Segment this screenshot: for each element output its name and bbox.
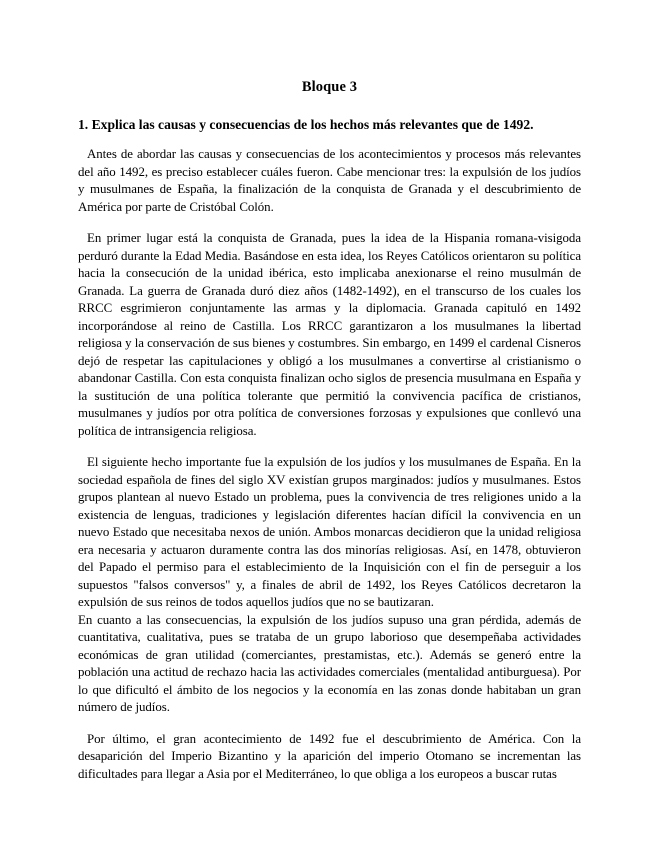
paragraph-granada: En primer lugar está la conquista de Granada, pues la idea de la Hispania romana-visigoda perduró durante la Edad Media. Basándose en esta idea, los Reyes Católicos orientaron su política hacia la consecución de la unidad ibérica, esto implicaba anexionarse el reino musulmán de Granada. La guerra de Granada duró diez años (1482-1492), en el transcurso de los cuales los RRCC esgrimieron conjuntamente las armas y la diplomacia. Granada capituló en 1492 incorporándose al reino de Castilla. Los RRCC garantizaron a los musulmanes la libertad religiosa y la conservación de sus bienes y costumbres. Sin embargo, en 1499 el cardenal Cisneros dejó de respetar las capitulaciones y obligó a los musulmanes a convertirse al cristianismo o abandonar Castilla. Con esta conquista finalizan ocho siglos de presencia musulmana en España y la sustitución de una política tolerante que permitió la convivencia pacífica de cristianos, musulmanes y judíos por otra política de conversiones forzosas y expulsiones que conllevó una política de intransigencia religiosa. [78, 231, 581, 438]
question-heading: 1. Explica las causas y consecuencias de los hechos más relevantes que de 1492. [78, 117, 534, 132]
paragraph-america: Por último, el gran acontecimiento de 1492 fue el descubrimiento de América. Con la desaparición del Imperio Bizantino y la aparición del imperio Otomano se incrementan las dificultades para llegar a Asia por el Mediterráneo, lo que obliga a los europeos a buscar rutas [78, 731, 581, 781]
paragraph-consequences: En cuanto a las consecuencias, la expulsión de los judíos supuso una gran pérdida, además de cuantitativa, cualitativa, pues se trataba de un grupo laborioso que desempeñaba actividades económicas de gran utilidad (comerciantes, prestamistas, etc.). Además se generó entre la población una actitud de rechazo hacia las actividades comerciales (mentalidad antiburguesa). Por lo que dificultó el ámbito de los negocios y la economía en las zonas donde habitaban un gran número de judíos. [78, 612, 581, 714]
document-title: Bloque 3 [301, 79, 358, 95]
paragraph-intro: Antes de abordar las causas y consecuencias de los acontecimientos y procesos más relevantes del año 1492, es preciso establecer cuáles fueron. Cabe mencionar tres: la expulsión de los judíos y musulmanes de España, la finalización de la conquista de Granada y el descubrimiento de América por parte de Cristóbal Colón. [78, 147, 581, 214]
document-body [78, 146, 581, 797]
paragraph-expulsion: El siguiente hecho importante fue la expulsión de los judíos y los musulmanes de España. En la sociedad española de fines del siglo XV existían grupos marginados: judíos y musulmanes. Estos grupos plantean al nuevo Estado un problema, pues la convivencia de tres religiones unido a la existencia de lenguas, tradiciones y legislación diferentes hacían difícil la convivencia en un nuevo Estado que necesitaba nexos de unión. Ambos monarcas decidieron que la unidad religiosa era necesaria y actuaron duramente contra las dos minorías religiosas. Así, en 1478, obtuvieron del Papado el permiso para el establecimiento de la Inquisición con el fin de perseguir a los supuestos "falsos conversos" y, a finales de abril de 1492, los Reyes Católicos decretaron la expulsión de sus reinos de todos aquellos judíos que no se bautizaran. [78, 455, 581, 609]
